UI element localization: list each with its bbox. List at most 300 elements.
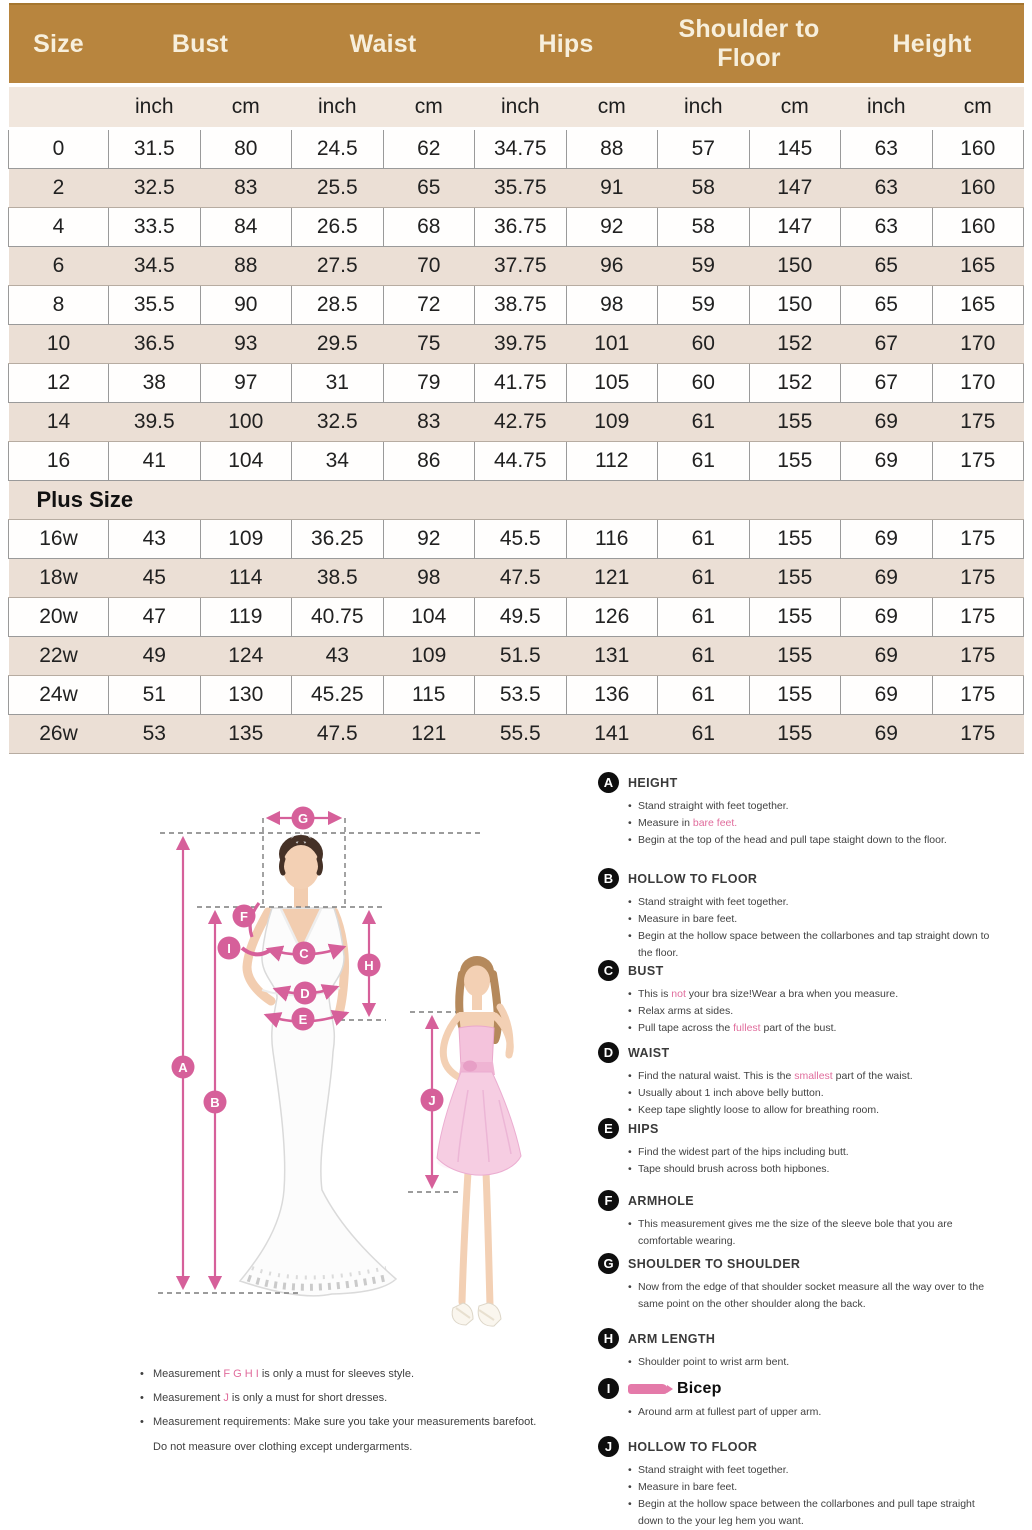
size-cell: 12 — [9, 364, 109, 403]
text-segment: Begin at the hollow space between the collarbones and pull tape straight down to the your leg hem you want. — [638, 1498, 975, 1527]
measurement-cell: 33.5 — [109, 208, 201, 247]
text-segment: Keep tape slightly loose to allow for breathing room. — [638, 1104, 880, 1116]
section-title: BUST — [628, 963, 664, 978]
instruction-bullet — [628, 1479, 1000, 1496]
size-cell: 8 — [9, 286, 109, 325]
measurement-cell: 55.5 — [475, 715, 567, 754]
instruction-bullet — [628, 1404, 1000, 1421]
section-title: HIPS — [628, 1121, 659, 1136]
instruction-bullet — [628, 986, 1000, 1003]
measurement-cell: 165 — [932, 247, 1024, 286]
bullet-list — [628, 1279, 1000, 1313]
measurement-cell: 175 — [932, 520, 1024, 559]
measurement-cell: 47.5 — [292, 715, 384, 754]
measurement-cell: 43 — [292, 637, 384, 676]
measurement-cell: 121 — [566, 559, 658, 598]
measurement-cell: 34.5 — [109, 247, 201, 286]
instruction-bullet — [628, 894, 1000, 911]
measurement-cell: 160 — [932, 208, 1024, 247]
measurement-cell: 58 — [658, 169, 750, 208]
measurement-cell: 70 — [383, 247, 475, 286]
instruction-section-i — [598, 1378, 1026, 1421]
measurement-cell: 27.5 — [292, 247, 384, 286]
measurement-cell: 121 — [383, 715, 475, 754]
instruction-bullet — [628, 1020, 1000, 1037]
measurement-cell: 69 — [841, 676, 933, 715]
text-segment: Measure in — [638, 817, 693, 829]
text-segment: Begin at the top of the head and pull tape staight down to the floor. — [638, 834, 947, 846]
unit-header: inch — [841, 85, 933, 129]
plus-size-label: Plus Size — [9, 481, 1024, 520]
measurement-cell: 38.75 — [475, 286, 567, 325]
diagram-label-d: D — [300, 986, 310, 1001]
text-segment: Measure in bare feet. — [638, 1481, 738, 1493]
measurement-cell: 60 — [658, 325, 750, 364]
size-table-body — [9, 129, 1024, 754]
instruction-section-a — [598, 772, 1026, 849]
measurement-cell: 152 — [749, 325, 841, 364]
measurement-cell: 160 — [932, 169, 1024, 208]
measurement-cell: 47.5 — [475, 559, 567, 598]
measurement-cell: 155 — [749, 442, 841, 481]
unit-header: cm — [932, 85, 1024, 129]
note-line — [140, 1435, 620, 1459]
measurement-cell: 36.5 — [109, 325, 201, 364]
section-heading — [598, 1378, 1026, 1399]
measurement-cell: 32.5 — [109, 169, 201, 208]
measurement-cell: 105 — [566, 364, 658, 403]
measurement-cell: 72 — [383, 286, 475, 325]
instruction-bullet — [628, 911, 1000, 928]
size-cell: 10 — [9, 325, 109, 364]
measurement-cell: 135 — [200, 715, 292, 754]
text-segment: part of the bust. — [760, 1022, 837, 1034]
bullet-list — [628, 986, 1000, 1037]
measurement-cell: 61 — [658, 559, 750, 598]
measurement-cell: 109 — [383, 637, 475, 676]
text-segment: Stand straight with feet together. — [638, 1464, 789, 1476]
measurement-cell: 69 — [841, 637, 933, 676]
table-row — [9, 676, 1024, 715]
measurement-cell: 150 — [749, 247, 841, 286]
letter-badge: J — [598, 1436, 619, 1457]
text-segment: Now from the edge of that shoulder socket measure all the way over to the same point on the other shoulder along the back. — [638, 1281, 985, 1310]
letter-badge: F — [598, 1190, 619, 1211]
text-segment: Tape should brush across both hipbones. — [638, 1163, 830, 1175]
section-heading — [598, 772, 1026, 793]
measurement-cell: 67 — [841, 325, 933, 364]
size-cell: 0 — [9, 129, 109, 169]
section-title: WAIST — [628, 1045, 670, 1060]
section-title: HOLLOW TO FLOOR — [628, 871, 758, 886]
table-row — [9, 247, 1024, 286]
size-cell: 18w — [9, 559, 109, 598]
size-cell: 4 — [9, 208, 109, 247]
section-heading — [598, 1328, 1026, 1349]
section-title: ARMHOLE — [628, 1193, 694, 1208]
measurement-cell: 65 — [841, 247, 933, 286]
letter-badge: H — [598, 1328, 619, 1349]
instruction-bullet — [628, 1462, 1000, 1479]
measurement-cell: 98 — [566, 286, 658, 325]
unit-header: inch — [475, 85, 567, 129]
measurement-cell: 31 — [292, 364, 384, 403]
table-row — [9, 325, 1024, 364]
text-segment: This is — [638, 988, 672, 1000]
section-title: ARM LENGTH — [628, 1331, 716, 1346]
table-row — [9, 286, 1024, 325]
pink-scribble-icon — [628, 1384, 668, 1394]
highlighted-text: fullest — [733, 1022, 761, 1034]
measurement-cell: 39.5 — [109, 403, 201, 442]
note-line — [140, 1410, 620, 1434]
size-cell: 22w — [9, 637, 109, 676]
measurement-cell: 75 — [383, 325, 475, 364]
measurement-cell: 170 — [932, 325, 1024, 364]
bullet-list — [628, 1354, 1000, 1371]
text-segment: Do not measure over clothing except undergarments. — [153, 1440, 413, 1453]
instruction-section-g — [598, 1253, 1026, 1313]
measurement-cell: 152 — [749, 364, 841, 403]
text-segment: Usually about 1 inch above belly button. — [638, 1087, 824, 1099]
measurement-cell: 58 — [658, 208, 750, 247]
measurement-cell: 175 — [932, 676, 1024, 715]
measurement-cell: 175 — [932, 715, 1024, 754]
measurement-cell: 92 — [566, 208, 658, 247]
measurement-cell: 175 — [932, 637, 1024, 676]
measurement-cell: 86 — [383, 442, 475, 481]
measurement-cell: 136 — [566, 676, 658, 715]
highlighted-text: F G H I — [223, 1368, 259, 1380]
measurement-cell: 175 — [932, 559, 1024, 598]
instruction-section-j — [598, 1436, 1026, 1530]
text-segment: Find the natural waist. This is the — [638, 1070, 795, 1082]
measurement-cell: 34.75 — [475, 129, 567, 169]
measurement-cell: 36.25 — [292, 520, 384, 559]
measurement-cell: 69 — [841, 403, 933, 442]
measurement-cell: 69 — [841, 598, 933, 637]
measurement-cell: 68 — [383, 208, 475, 247]
measurement-cell: 61 — [658, 403, 750, 442]
section-heading — [598, 1253, 1026, 1274]
measurement-cell: 61 — [658, 715, 750, 754]
measurement-cell: 90 — [200, 286, 292, 325]
measurement-cell: 65 — [383, 169, 475, 208]
section-heading — [598, 1190, 1026, 1211]
bullet-list — [628, 1462, 1000, 1530]
measurement-cell: 155 — [749, 520, 841, 559]
unit-header: cm — [749, 85, 841, 129]
instruction-bullet — [628, 1496, 1000, 1530]
measurement-cell: 35.5 — [109, 286, 201, 325]
unit-header: inch — [292, 85, 384, 129]
measurement-cell: 119 — [200, 598, 292, 637]
text-segment: Begin at the hollow space between the collarbones and tap straight down to the floor. — [638, 930, 990, 959]
measurement-cell: 40.75 — [292, 598, 384, 637]
size-cell: 24w — [9, 676, 109, 715]
unit-header: cm — [383, 85, 475, 129]
table-row — [9, 442, 1024, 481]
measurement-guide — [0, 760, 1032, 1527]
measurement-cell: 67 — [841, 364, 933, 403]
column-group-header: Hips — [475, 4, 658, 85]
bullet-list — [628, 1144, 1000, 1178]
diagram-label-c: C — [299, 946, 309, 961]
text-segment: This measurement gives me the size of the sleeve bole that you are comfortable wearing. — [638, 1218, 953, 1247]
measurement-cell: 155 — [749, 598, 841, 637]
text-segment: is only a must for sleeves style. — [258, 1368, 415, 1380]
measurement-cell: 39.75 — [475, 325, 567, 364]
instruction-bullet — [628, 1085, 1000, 1102]
table-row — [9, 520, 1024, 559]
column-group-header: Waist — [292, 4, 475, 85]
measurement-cell: 51.5 — [475, 637, 567, 676]
measurement-cell: 63 — [841, 208, 933, 247]
measurement-cell: 41 — [109, 442, 201, 481]
measurement-cell: 61 — [658, 676, 750, 715]
measurement-cell: 96 — [566, 247, 658, 286]
measurement-cell: 45 — [109, 559, 201, 598]
measurement-cell: 175 — [932, 598, 1024, 637]
measurement-cell: 101 — [566, 325, 658, 364]
section-heading — [598, 960, 1026, 981]
measurement-cell: 175 — [932, 442, 1024, 481]
measurement-cell: 114 — [200, 559, 292, 598]
measurement-cell: 38.5 — [292, 559, 384, 598]
measurement-cell: 98 — [383, 559, 475, 598]
measurement-cell: 49 — [109, 637, 201, 676]
diagram-label-e: E — [298, 1012, 308, 1027]
measurement-cell: 37.75 — [475, 247, 567, 286]
measurement-cell: 83 — [383, 403, 475, 442]
instruction-section-e — [598, 1118, 1026, 1178]
text-segment: Pull tape across the — [638, 1022, 734, 1034]
unit-header: inch — [658, 85, 750, 129]
measurement-cell: 115 — [383, 676, 475, 715]
measurement-cell: 69 — [841, 715, 933, 754]
measurement-cell: 155 — [749, 637, 841, 676]
measurement-cell: 60 — [658, 364, 750, 403]
table-row — [9, 598, 1024, 637]
section-title: HOLLOW TO FLOOR — [628, 1439, 758, 1454]
text-segment: Measurement — [153, 1368, 224, 1380]
section-heading — [598, 1042, 1026, 1063]
measurement-cell: 61 — [658, 520, 750, 559]
diagram-label-b: B — [210, 1095, 220, 1110]
diagram-label-i: I — [227, 941, 231, 956]
highlighted-text: J — [223, 1392, 229, 1405]
measurement-cell: 59 — [658, 247, 750, 286]
measurement-cell: 130 — [200, 676, 292, 715]
measurement-cell: 145 — [749, 129, 841, 169]
measurement-cell: 69 — [841, 442, 933, 481]
size-cell: 20w — [9, 598, 109, 637]
measurement-cell: 36.75 — [475, 208, 567, 247]
text-segment: Relax arms at sides. — [638, 1005, 734, 1017]
measurement-cell: 88 — [566, 129, 658, 169]
measurement-cell: 80 — [200, 129, 292, 169]
measurement-cell: 43 — [109, 520, 201, 559]
unit-header-row — [9, 85, 1024, 129]
measurement-cell: 79 — [383, 364, 475, 403]
measurement-cell: 141 — [566, 715, 658, 754]
diagram-label-j: J — [428, 1093, 436, 1108]
letter-badge: I — [598, 1378, 619, 1399]
instruction-bullet — [628, 1102, 1000, 1119]
measurement-cell: 25.5 — [292, 169, 384, 208]
bullet-list — [628, 894, 1000, 962]
diagram-label-a: A — [178, 1060, 188, 1075]
measurement-cell: 155 — [749, 403, 841, 442]
section-heading — [598, 1118, 1026, 1139]
section-title: HEIGHT — [628, 775, 678, 790]
instruction-bullet — [628, 1216, 1000, 1250]
text-segment: Find the widest part of the hips including butt. — [638, 1146, 849, 1158]
size-cell: 14 — [9, 403, 109, 442]
measurement-cell: 88 — [200, 247, 292, 286]
unit-header — [9, 85, 109, 129]
measurement-cell: 116 — [566, 520, 658, 559]
section-title: SHOULDER TO SHOULDER — [628, 1256, 801, 1271]
measurement-cell: 61 — [658, 598, 750, 637]
table-row — [9, 208, 1024, 247]
text-segment: Measure in bare feet. — [638, 913, 738, 925]
bullet-list — [628, 1068, 1000, 1119]
measurement-cell: 112 — [566, 442, 658, 481]
measurement-cell: 147 — [749, 169, 841, 208]
unit-header: inch — [109, 85, 201, 129]
measurement-cell: 150 — [749, 286, 841, 325]
measurement-cell: 92 — [383, 520, 475, 559]
letter-badge: B — [598, 868, 619, 889]
measurement-cell: 91 — [566, 169, 658, 208]
size-cell: 16w — [9, 520, 109, 559]
highlighted-text: not — [671, 988, 686, 1000]
measurement-cell: 42.75 — [475, 403, 567, 442]
measurement-cell: 49.5 — [475, 598, 567, 637]
instruction-bullet — [628, 1144, 1000, 1161]
measurement-cell: 51 — [109, 676, 201, 715]
column-group-header: Height — [841, 4, 1024, 85]
measurement-cell: 83 — [200, 169, 292, 208]
measurement-cell: 97 — [200, 364, 292, 403]
measurement-cell: 126 — [566, 598, 658, 637]
table-row — [9, 403, 1024, 442]
instruction-section-b — [598, 868, 1026, 962]
bullet-list — [628, 1404, 1000, 1421]
measurement-cell: 63 — [841, 169, 933, 208]
measurement-cell: 24.5 — [292, 129, 384, 169]
measurement-cell: 59 — [658, 286, 750, 325]
diagram-label-f: F — [240, 909, 248, 924]
measurement-cell: 32.5 — [292, 403, 384, 442]
text-segment: part of the waist. — [832, 1070, 913, 1082]
text-segment: Stand straight with feet together. — [638, 896, 789, 908]
text-segment: Measurement — [153, 1392, 224, 1405]
measurement-cell: 93 — [200, 325, 292, 364]
instruction-bullet — [628, 1354, 1000, 1371]
text-segment: Around arm at fullest part of upper arm. — [638, 1406, 822, 1418]
measurement-cell: 44.75 — [475, 442, 567, 481]
measurement-cell: 47 — [109, 598, 201, 637]
letter-badge: E — [598, 1118, 619, 1139]
instruction-section-h — [598, 1328, 1026, 1371]
instruction-bullet — [628, 1161, 1000, 1178]
size-cell: 2 — [9, 169, 109, 208]
table-row — [9, 559, 1024, 598]
measurement-cell: 61 — [658, 637, 750, 676]
group-header-row — [9, 4, 1024, 85]
size-cell: 26w — [9, 715, 109, 754]
letter-badge: D — [598, 1042, 619, 1063]
size-cell: 6 — [9, 247, 109, 286]
measurement-cell: 109 — [566, 403, 658, 442]
instruction-section-f — [598, 1190, 1026, 1250]
instruction-section-c — [598, 960, 1026, 1037]
highlighted-text: smallest — [794, 1070, 833, 1082]
measurement-cell: 53 — [109, 715, 201, 754]
measurement-cell: 38 — [109, 364, 201, 403]
table-row — [9, 715, 1024, 754]
table-row — [9, 637, 1024, 676]
bullet-list — [628, 1216, 1000, 1250]
size-table-head — [9, 4, 1024, 129]
instruction-bullet — [628, 815, 1000, 832]
measurement-cell: 34 — [292, 442, 384, 481]
diagram-label-g: G — [297, 811, 309, 826]
measurement-cell: 160 — [932, 129, 1024, 169]
unit-header: cm — [566, 85, 658, 129]
size-table — [8, 3, 1024, 754]
measurement-cell: 65 — [841, 286, 933, 325]
text-segment: Measurement requirements: Make sure you take your measurements barefoot. — [153, 1416, 537, 1429]
text-segment: Stand straight with feet together. — [638, 800, 789, 812]
unit-header: cm — [200, 85, 292, 129]
measurement-cell: 62 — [383, 129, 475, 169]
column-group-header: Bust — [109, 4, 292, 85]
measurement-cell: 170 — [932, 364, 1024, 403]
instruction-section-d — [598, 1042, 1026, 1119]
column-group-header: Size — [9, 4, 109, 85]
measurement-cell: 131 — [566, 637, 658, 676]
letter-badge: G — [598, 1253, 619, 1274]
measurement-cell: 104 — [200, 442, 292, 481]
section-heading — [598, 868, 1026, 889]
measurement-cell: 84 — [200, 208, 292, 247]
instruction-bullet — [628, 1279, 1000, 1313]
highlighted-text: bare feet. — [692, 817, 738, 829]
measurement-cell: 31.5 — [109, 129, 201, 169]
measurement-cell: 41.75 — [475, 364, 567, 403]
instruction-bullet — [628, 1068, 1000, 1085]
measurement-cell: 57 — [658, 129, 750, 169]
measurement-cell: 45.25 — [292, 676, 384, 715]
section-heading — [598, 1436, 1026, 1457]
size-cell: 16 — [9, 442, 109, 481]
instruction-bullet — [628, 798, 1000, 815]
column-group-header: Shoulder to Floor — [658, 4, 841, 85]
measurement-cell: 35.75 — [475, 169, 567, 208]
note-line — [140, 1362, 620, 1386]
measurement-cell: 155 — [749, 715, 841, 754]
table-row — [9, 169, 1024, 208]
measurement-cell: 61 — [658, 442, 750, 481]
diagram-label-h: H — [364, 958, 374, 973]
measurement-cell: 104 — [383, 598, 475, 637]
table-row — [9, 129, 1024, 169]
measurement-cell: 26.5 — [292, 208, 384, 247]
letter-badge: C — [598, 960, 619, 981]
